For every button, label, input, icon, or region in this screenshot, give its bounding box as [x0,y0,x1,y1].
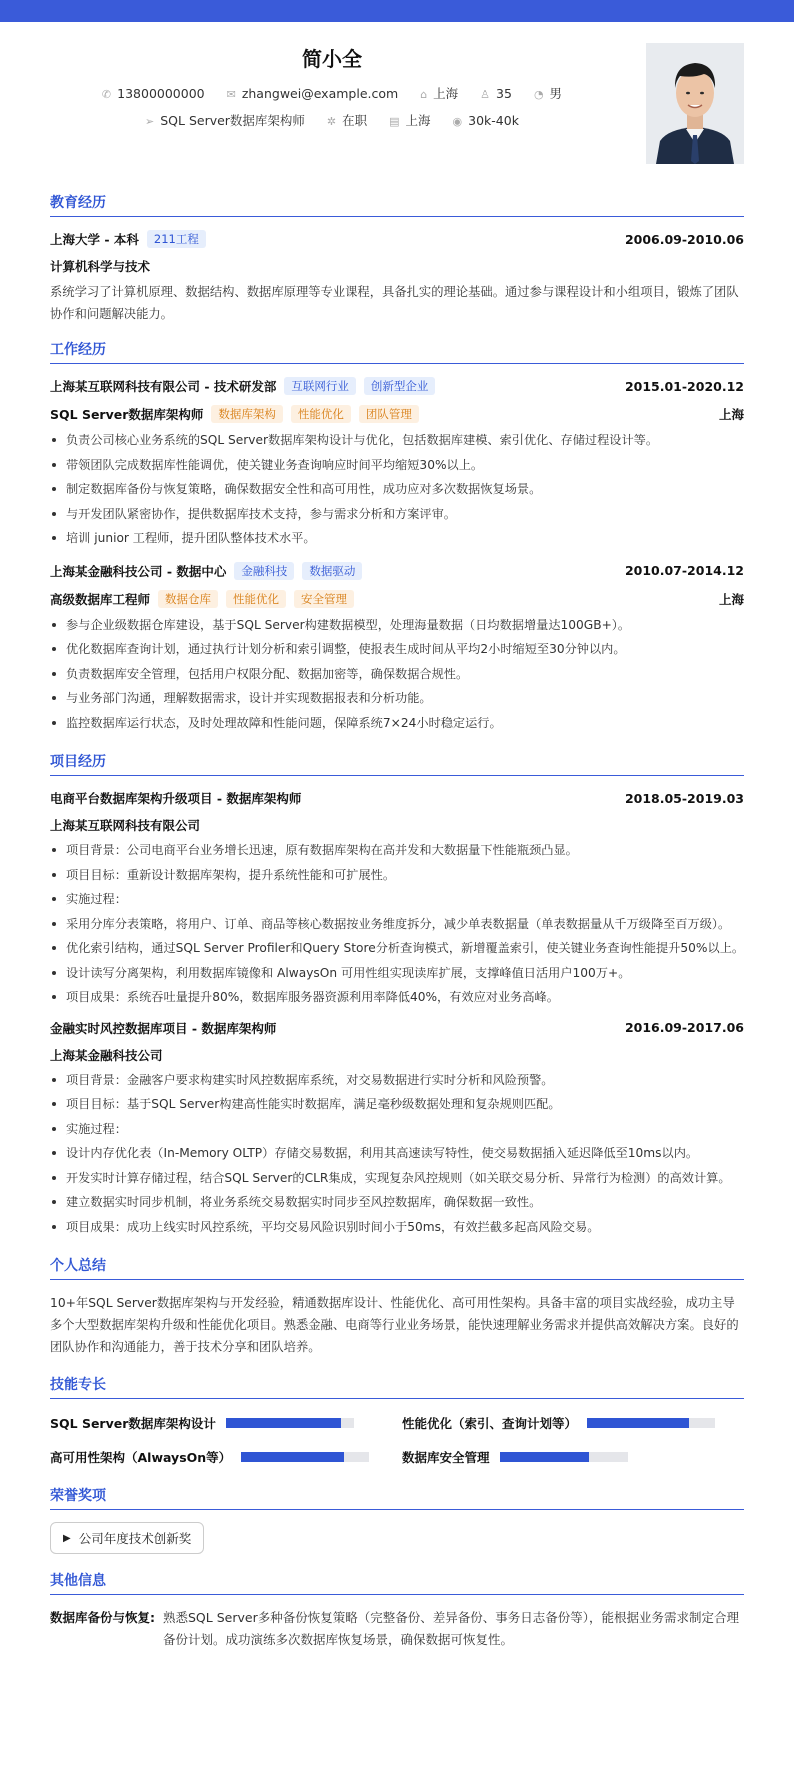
job-role-row [50,404,744,424]
status-text: 在职 [342,113,368,128]
job-company: 上海某互联网科技有限公司 - 技术研发部 [50,379,277,394]
skill-bar [500,1452,628,1462]
honor-label: 公司年度技术创新奖 [78,1531,192,1546]
bullet-item: 设计读写分离架构，利用数据库镜像和 AlwaysOn 可用性组实现读库扩展，支撑峰值日活用户100万+。 [50,961,744,986]
job-company: 上海某金融科技公司 - 数据中心 [50,563,227,579]
email-info [227,86,399,101]
skill-bar-fill [241,1452,343,1462]
skill-item [402,1411,744,1435]
position-text: SQL Server数据库架构师 [160,113,305,128]
job-role-row [50,589,744,609]
mail-icon: ✉ [226,88,236,101]
age-info [480,86,512,101]
phone-info [102,86,205,101]
other-title: 其他信息 [50,1570,744,1595]
role-tag: 数据库架构 [211,405,283,423]
job-location: 上海 [718,407,744,422]
bullet-item: 监控数据库运行状态，及时处理故障和性能问题，保障系统7×24小时稳定运行。 [50,711,744,736]
major: 计算机科学与技术 [50,259,151,274]
job-bullets [50,428,744,551]
project-bullets [50,838,744,1010]
school-name: 上海大学 - 本科 [50,232,139,247]
job-role: SQL Server数据库架构师 [50,407,204,422]
role-tag: 团队管理 [359,405,419,423]
skill-name: 高可用性架构（AlwaysOn等） [50,1450,232,1465]
phone-text: 13800000000 [117,86,205,101]
job-role: 高级数据库工程师 [50,591,151,607]
project-item [50,788,744,1010]
home-icon: ⌂ [420,88,428,101]
city-info [420,84,458,102]
education-date: 2006.09-2010.06 [624,231,744,247]
bullet-item: 与开发团队紧密协作，提供数据库技术支持，参与需求分析和方案评审。 [50,502,744,527]
job-date: 2015.01-2020.12 [624,378,744,394]
skills-title: 技能专长 [50,1374,744,1399]
bullet-item: 带领团队完成数据库性能调优，使关键业务查询响应时间平均缩短30%以上。 [50,453,744,478]
city-text: 上海 [433,86,459,101]
skill-bar-fill [500,1452,590,1462]
honor-item[interactable] [50,1522,204,1554]
gender-text: 男 [549,86,563,101]
bullet-item: 负责数据库安全管理，包括用户权限分配、数据加密等，确保数据合规性。 [50,662,744,687]
skill-item [402,1445,744,1469]
project-date: 2016.09-2017.06 [624,1020,744,1035]
project-company: 上海某金融科技公司 [50,1047,163,1063]
role-tag: 数据仓库 [158,590,218,608]
bullet-item: 项目背景：金融客户要求构建实时风控数据库系统，对交易数据进行实时分析和风险预警。 [50,1068,744,1093]
bullet-item: 项目背景：公司电商平台业务增长迅速，原有数据库架构在高并发和大数据量下性能瓶颈凸显。 [50,838,744,863]
projects-title: 项目经历 [50,751,744,776]
intent-row [50,111,614,129]
project-item [50,1018,744,1240]
project-bullets [50,1068,744,1240]
bullet-item: 设计内存优化表（In-Memory OLTP）存储交易数据，利用其高速读写特性，使交易数据插入延迟降低至10ms以内。 [50,1141,744,1166]
education-section [50,192,744,325]
honors-title: 荣誉奖项 [50,1485,744,1510]
job-head [50,561,744,581]
role-tag: 安全管理 [294,590,354,608]
role-tag: 性能优化 [291,405,351,423]
target-city-text: 上海 [405,113,431,128]
job-item [50,561,744,736]
money-icon: ◉ [452,115,463,128]
project-date: 2018.05-2019.03 [624,790,744,806]
bullet-item: 制定数据库备份与恢复策略，确保数据安全性和高可用性，成功应对多次数据恢复场景。 [50,477,744,502]
bullet-item: 开发实时计算存储过程，结合SQL Server的CLR集成，实现复杂风控规则（如关联交易分析、异常行为检测）的高效计算。 [50,1166,744,1191]
age-text: 35 [496,86,512,101]
candidate-name: 简小全 [302,47,362,71]
education-desc: 系统学习了计算机原理、数据结构、数据库原理等专业课程，具备扎实的理论基础。通过参与课程设计和小组项目，锻炼了团队协作和问题解决能力。 [50,285,739,321]
bullet-item: 项目目标：基于SQL Server构建高性能实时数据库，满足毫秒级数据处理和复杂规则匹配。 [50,1092,744,1117]
resume-page [0,22,794,1651]
skill-name: 数据库安全管理 [402,1450,490,1465]
contact-row [50,84,614,102]
company-tag: 互联网行业 [284,377,356,395]
salary-info [453,113,519,128]
gender-info [534,84,562,102]
project-name: 金融实时风控数据库项目 - 数据库架构师 [50,1020,277,1036]
job-bullets [50,613,744,736]
work-section [50,339,744,735]
skill-bar [587,1418,715,1428]
company-tag: 金融科技 [234,562,294,580]
bullet-item: 实施过程： [50,887,744,912]
job-item [50,376,744,551]
job-head [50,376,744,396]
bullet-item: 建立数据实时同步机制，将业务系统交易数据实时同步至风控数据库，确保数据一致性。 [50,1190,744,1215]
target-city-info [389,111,430,129]
education-title: 教育经历 [50,192,744,217]
bullet-item: 培训 junior 工程师，提升团队整体技术水平。 [50,526,744,551]
skill-item [50,1445,392,1469]
status-info [327,111,367,129]
phone-icon: ✆ [101,88,112,101]
position-info [145,111,305,129]
bullet-item: 项目目标：重新设计数据库架构，提升系统性能和可扩展性。 [50,863,744,888]
other-row [50,1607,744,1651]
other-text: 熟悉SQL Server多种备份恢复策略（完整备份、差异备份、事务日志备份等），能根据业务需求制定合理备份计划。成功演练多次数据库恢复场景，确保数据可恢复性。 [163,1610,739,1647]
project-head [50,1018,744,1038]
skill-item [50,1411,392,1435]
summary-text: 10+年SQL Server数据库架构与开发经验，精通数据库设计、性能优化、高可用性架构。具备丰富的项目实战经验，成功主导多个大型数据库架构升级和性能优化项目。熟悉金融、电商等行业业务场景，能快速理解业务需求并提供高效解决方案。良好的团队协作和沟通能力，善于技术分享和团队培养。 [50,1296,739,1354]
school-tag: 211工程 [147,230,206,248]
job-location: 上海 [718,591,744,607]
role-tag: 性能优化 [226,590,286,608]
summary-title: 个人总结 [50,1255,744,1280]
job-date: 2010.07-2014.12 [624,563,744,578]
profile-photo [646,43,744,164]
bullet-item: 采用分库分表策略，将用户、订单、商品等核心数据按业务维度拆分，减少单表数据量（单表数据量从千万级降至百万级）。 [50,912,744,937]
send-icon: ➢ [145,115,155,128]
gender-icon: ◔ [533,88,544,101]
company-tag: 创新型企业 [364,377,436,395]
building-icon: ▤ [389,115,400,128]
education-head [50,229,744,249]
work-title: 工作经历 [50,339,744,364]
other-section [50,1570,744,1651]
skills-grid [50,1411,744,1469]
project-head [50,788,744,808]
skill-bar-fill [226,1418,341,1428]
skill-bar-fill [587,1418,689,1428]
bullet-item: 参与企业级数据仓库建设，基于SQL Server构建数据模型，处理海量数据（日均数据增量达100GB+）。 [50,613,744,638]
project-name: 电商平台数据库架构升级项目 - 数据库架构师 [50,791,302,806]
person-icon: ♙ [480,88,491,101]
bullet-item: 实施过程： [50,1117,744,1142]
bullet-item: 优化索引结构，通过SQL Server Profiler和Query Store分析查询模式，新增覆盖索引，使关键业务查询性能提升50%以上。 [50,936,744,961]
skill-bar [226,1418,354,1428]
bullet-item: 与业务部门沟通，理解数据需求，设计并实现数据报表和分析功能。 [50,686,744,711]
honors-section [50,1485,744,1554]
other-label: 数据库备份与恢复: [50,1610,155,1625]
company-tag: 数据驱动 [302,562,362,580]
resume-header [50,22,744,172]
skill-name: 性能优化（索引、查询计划等） [402,1416,578,1431]
projects-section [50,751,744,1239]
bullet-item: 项目成果：成功上线实时风控系统，平均交易风险识别时间小于50ms，有效拦截多起高风险交易。 [50,1215,744,1240]
email-text: zhangwei@example.com [241,86,399,101]
salary-text: 30k-40k [468,113,519,128]
top-accent-bar [0,0,794,22]
bullet-item: 优化数据库查询计划，通过执行计划分析和索引调整，使报表生成时间从平均2小时缩短至30分钟以内。 [50,637,744,662]
bullet-item: 负责公司核心业务系统的SQL Server数据库架构设计与优化，包括数据库建模、索引优化、存储过程设计等。 [50,428,744,453]
project-company: 上海某互联网科技有限公司 [50,818,201,833]
bullet-item: 项目成果：系统吞吐量提升80%，数据库服务器资源利用率降低40%，有效应对业务高峰。 [50,985,744,1010]
skill-bar [241,1452,369,1462]
summary-section [50,1255,744,1358]
status-icon: ✲ [326,115,337,128]
play-triangle-icon: ▶ [63,1532,71,1544]
skills-section [50,1374,744,1469]
skill-name: SQL Server数据库架构设计 [50,1416,216,1431]
